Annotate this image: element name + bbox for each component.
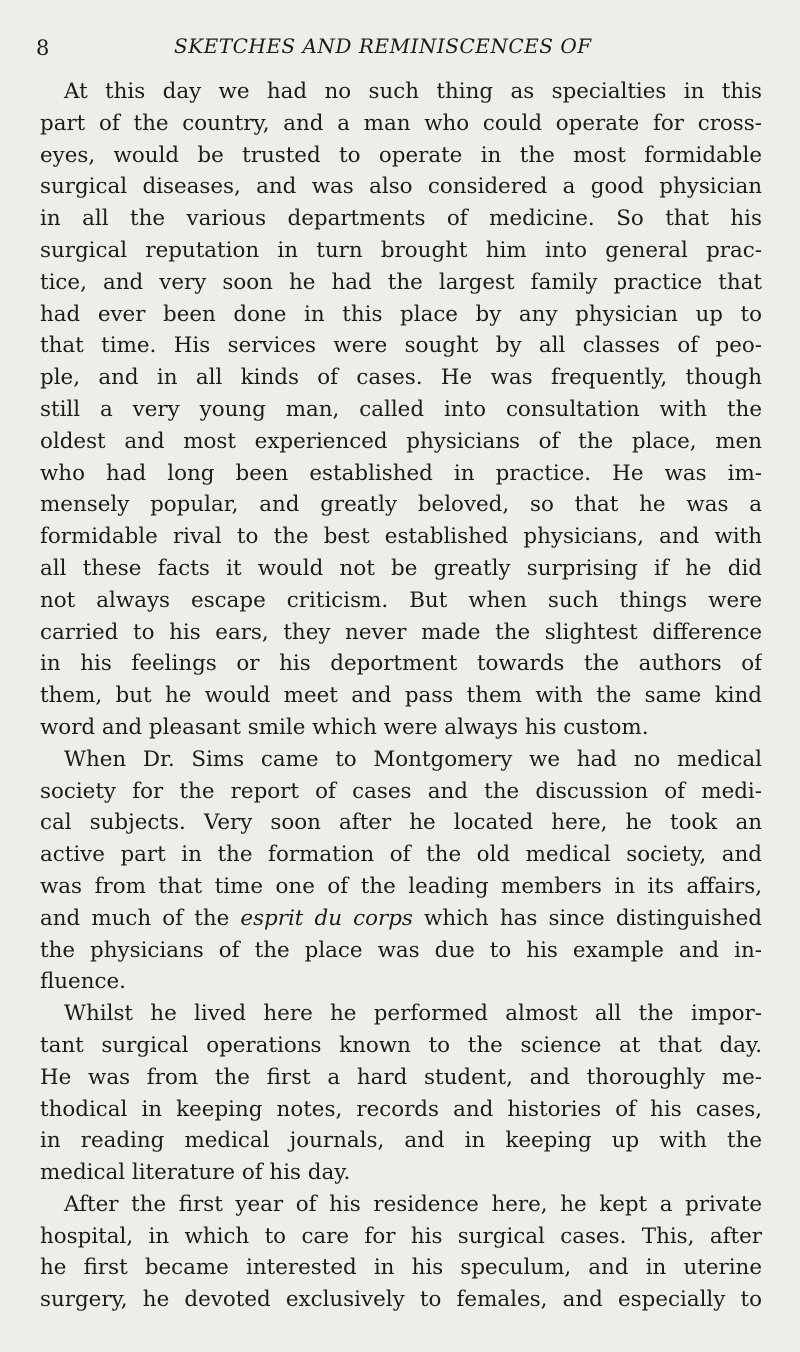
page-number: 8	[36, 36, 50, 60]
running-head	[36, 34, 756, 64]
text-line: was from that time one of the leading members in its affairs,	[40, 873, 762, 899]
text-line: still a very young man, called into consultation with the	[40, 396, 762, 422]
text-line: society for the report of cases and the discussion of medi-	[40, 778, 762, 804]
paragraph-2	[40, 744, 762, 998]
paragraph-1	[40, 76, 762, 744]
text-line: thodical in keeping notes, records and histories of his cases,	[40, 1096, 762, 1122]
text-line: eyes, would be trusted to operate in the most formidable	[40, 142, 762, 168]
text-line: not always escape criticism. But when such things were	[40, 587, 762, 613]
text-line: fluence.	[40, 969, 126, 995]
text-line: word and pleasant smile which were always his custom.	[40, 714, 649, 740]
text-line: tant surgical operations known to the science at that day.	[40, 1032, 762, 1058]
text-line: active part in the formation of the old medical society, and	[40, 842, 762, 868]
paragraph-3	[40, 998, 762, 1189]
text-line: Whilst he lived here he performed almost all the impor-	[64, 1001, 762, 1027]
text-line: cal subjects. Very soon after he located here, he took an	[40, 810, 762, 836]
text-line: had ever been done in this place by any physician up to	[40, 301, 762, 327]
text-line: medical literature of his day.	[40, 1160, 351, 1186]
text-line: When Dr. Sims came to Montgomery we had no medical	[64, 746, 762, 772]
text-line: that time. His services were sought by all classes of peo-	[40, 333, 762, 359]
text-line: he first became interested in his speculum, and in uterine	[40, 1255, 762, 1281]
running-title: SKETCHES AND REMINISCENCES OF	[174, 34, 592, 58]
italic-phrase: esprit du corps	[240, 905, 413, 931]
text-line: in reading medical journals, and in keeping up with the	[40, 1128, 762, 1154]
text-line: formidable rival to the best established physicians, and with	[40, 524, 762, 550]
text-line: who had long been established in practice. He was im-	[40, 460, 762, 486]
text-line: carried to his ears, they never made the slightest difference	[40, 619, 762, 645]
text-line: surgery, he devoted exclusively to females, and especially to	[40, 1287, 762, 1313]
text-line: part of the country, and a man who could operate for cross-	[40, 110, 762, 136]
text-line: mensely popular, and greatly beloved, so that he was a	[40, 492, 762, 518]
text-fragment: which has since distinguished	[412, 905, 762, 931]
text-line: surgical diseases, and was also considered a good physician	[40, 174, 762, 200]
text-line: all these facts it would not be greatly surprising if he did	[40, 555, 762, 581]
text-line-with-italic	[40, 903, 762, 935]
text-line: ple, and in all kinds of cases. He was frequently, though	[40, 365, 762, 391]
body-text	[40, 76, 762, 1316]
text-line: hospital, in which to care for his surgical cases. This, after	[40, 1223, 762, 1249]
text-line: surgical reputation in turn brought him into general prac-	[40, 237, 762, 263]
text-line: He was from the first a hard student, and thoroughly me-	[40, 1064, 762, 1090]
text-line: oldest and most experienced physicians of the place, men	[40, 428, 762, 454]
text-line: the physicians of the place was due to his example and in-	[40, 937, 762, 963]
text-line: in all the various departments of medicine. So that his	[40, 206, 762, 232]
text-fragment: and much of the	[40, 905, 241, 931]
text-line: in his feelings or his deportment towards the authors of	[40, 651, 762, 677]
text-line: tice, and very soon he had the largest family practice that	[40, 269, 762, 295]
text-line: At this day we had no such thing as specialties in this	[64, 79, 762, 104]
text-line: them, but he would meet and pass them with the same kind	[40, 683, 762, 709]
text-line: After the first year of his residence here, he kept a private	[64, 1191, 762, 1217]
paragraph-4	[40, 1189, 762, 1316]
